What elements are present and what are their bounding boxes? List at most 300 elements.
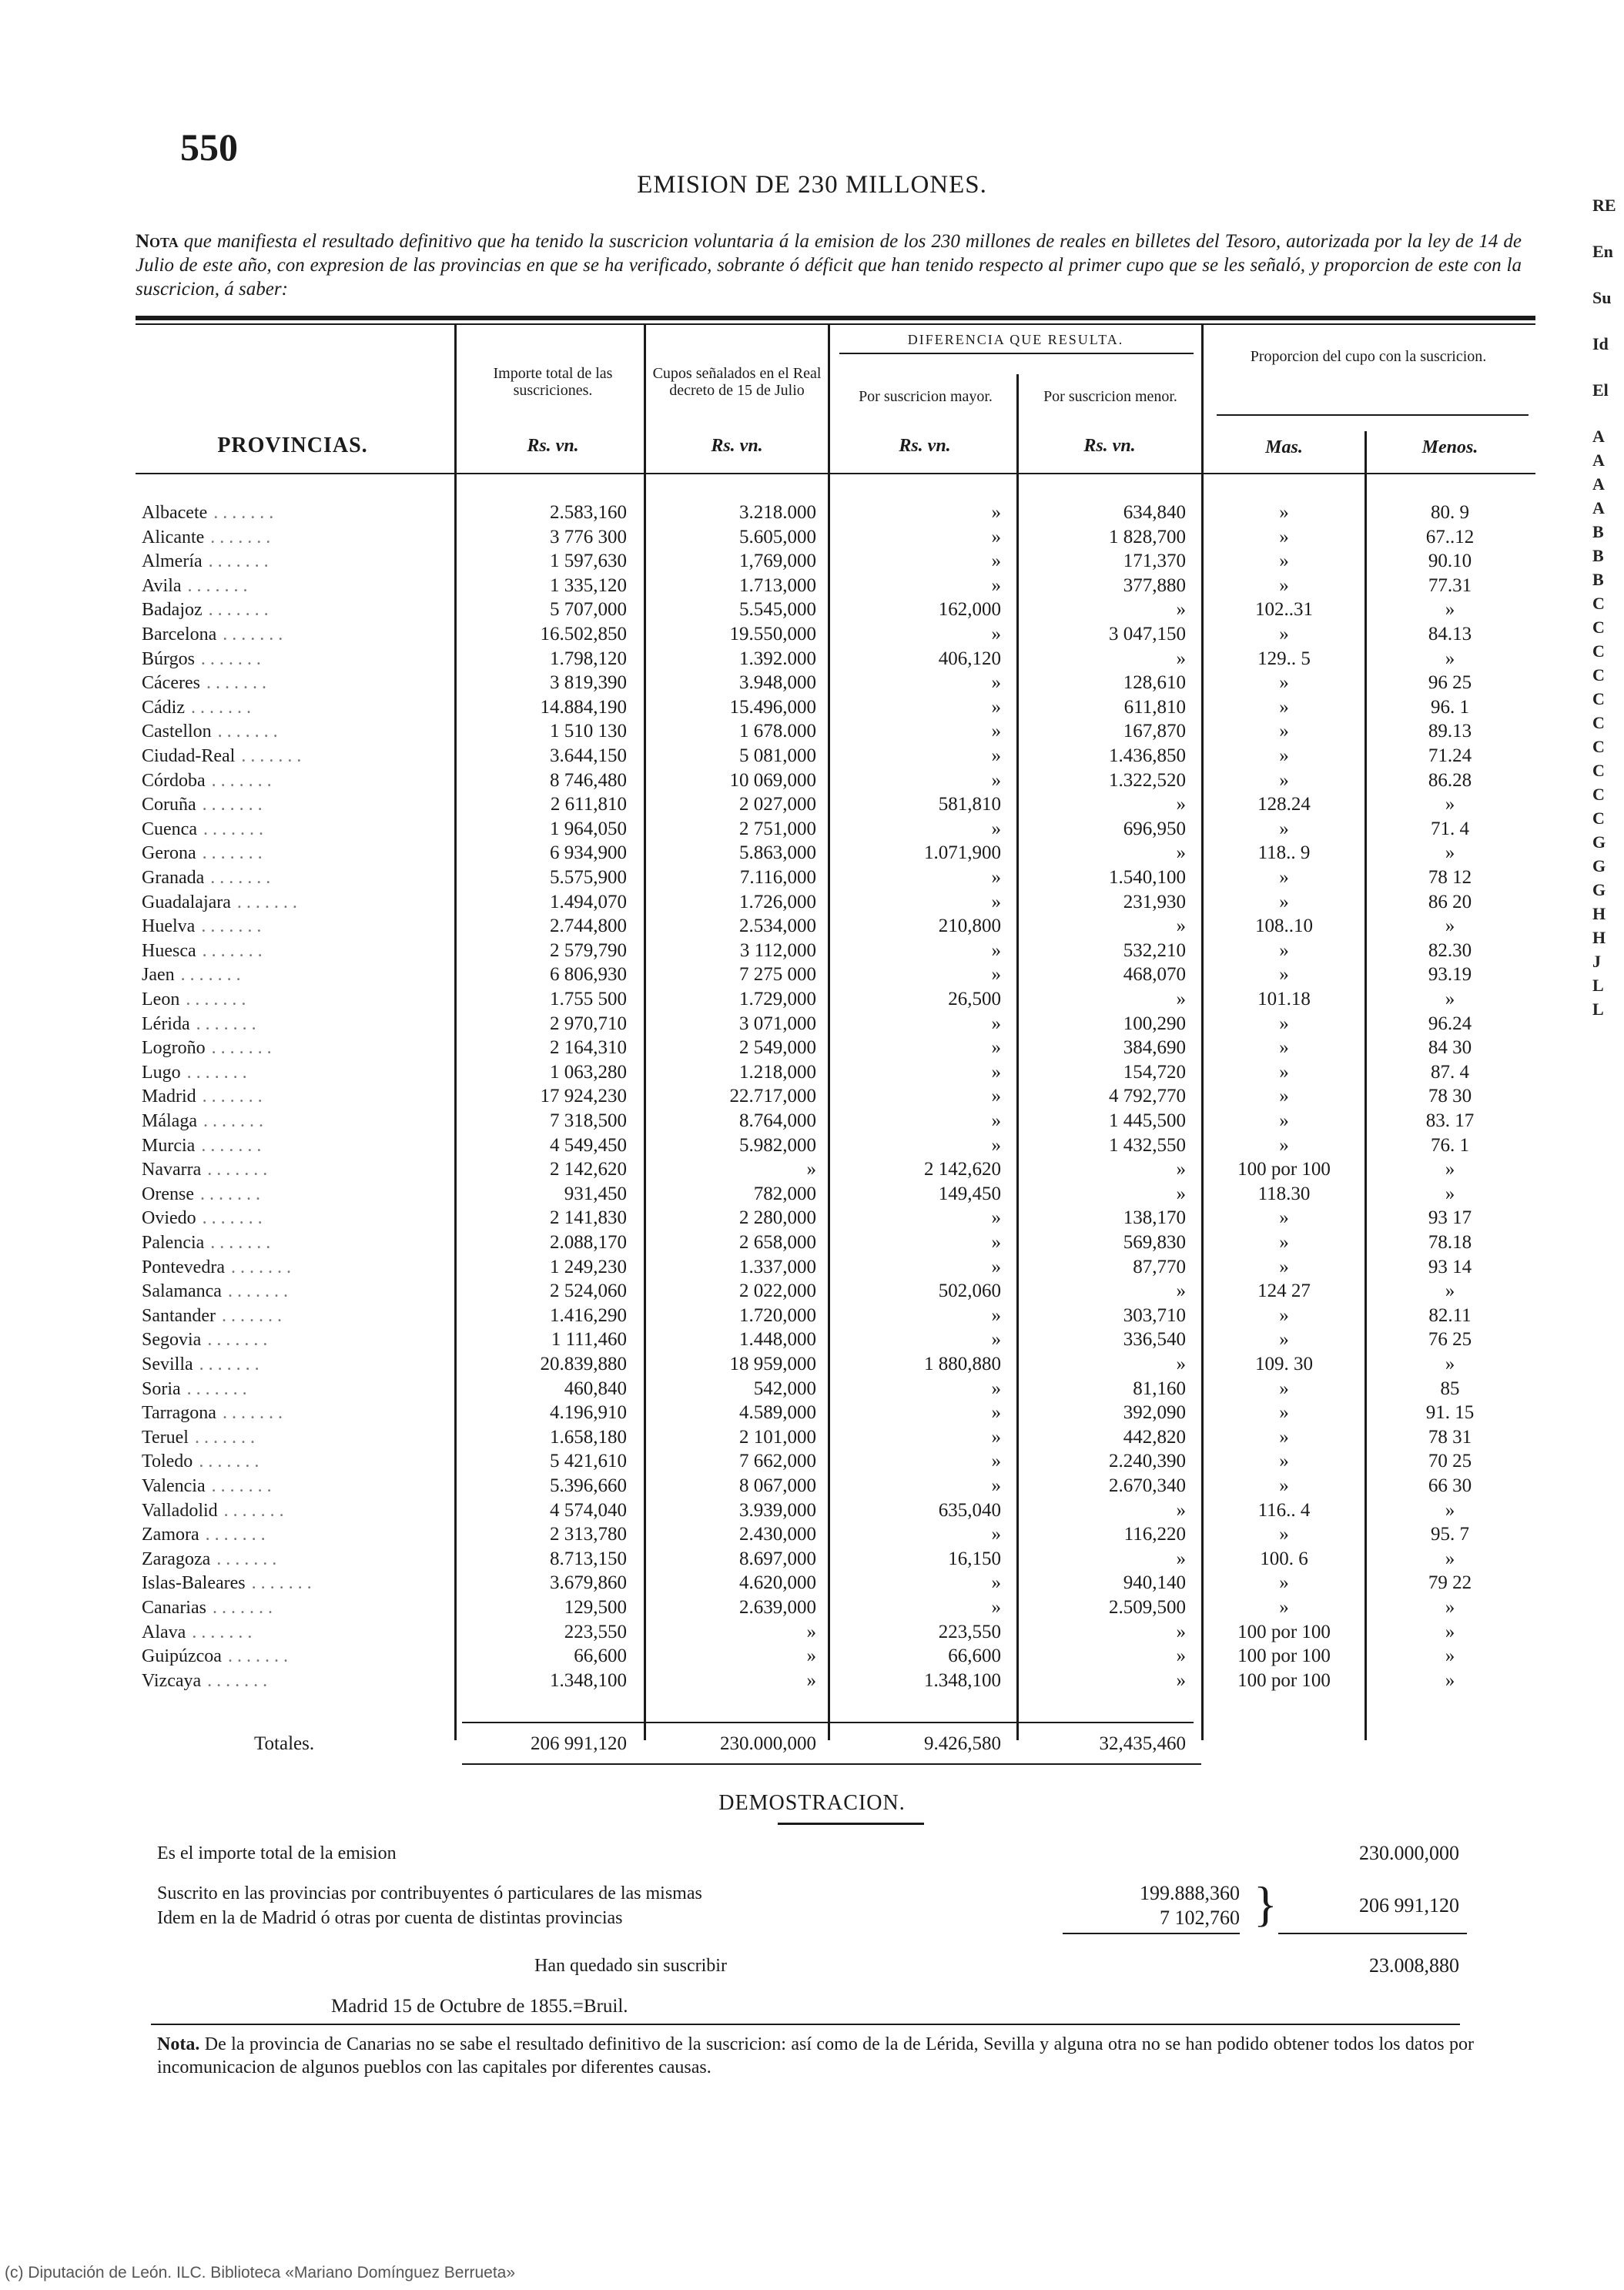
cell-menos: 87. 4 (1431, 1062, 1469, 1083)
cell-menos: 80. 9 (1431, 502, 1469, 523)
cell-menor: 167,870 (1123, 721, 1186, 742)
cell-mayor: » (991, 1378, 1001, 1399)
cell-menos: » (1445, 1159, 1455, 1180)
leader-dots: ....... (203, 1111, 268, 1131)
cell-mas: » (1279, 1329, 1289, 1350)
province-label: Badajoz (142, 600, 203, 620)
cell-menos: » (1445, 599, 1455, 620)
cell-menor: 532,210 (1123, 940, 1186, 961)
header-importe: Importe total de las suscriciones. (493, 365, 613, 399)
cell-mayor: 162,000 (938, 599, 1001, 620)
province-label: Sevilla (142, 1354, 193, 1374)
cell-cupo: 542,000 (753, 1378, 816, 1399)
cell-menor: 392,090 (1123, 1402, 1186, 1423)
cell-mayor: » (991, 770, 1001, 791)
province-name (142, 1596, 450, 1619)
demostracion-subtotal-value: 206 991,120 (1359, 1894, 1459, 1917)
cell-menor: 4 792,770 (1109, 1086, 1186, 1106)
edge-letter: G (1592, 856, 1606, 875)
province-name (142, 1013, 450, 1036)
leader-dots: ....... (202, 795, 267, 815)
cell-menos: 89.13 (1428, 721, 1472, 742)
cell-menos: 93 14 (1428, 1257, 1472, 1277)
province-name (142, 818, 450, 841)
cell-cupo: 4.589,000 (739, 1402, 816, 1423)
cell-menor: 569,830 (1123, 1232, 1186, 1253)
cell-menos: 71.24 (1428, 745, 1472, 766)
cell-cupo: 3.939,000 (739, 1500, 816, 1521)
province-name (142, 939, 450, 963)
province-label: Toledo (142, 1451, 193, 1471)
cell-menos: 70 25 (1428, 1451, 1472, 1471)
page-title: EMISION DE 230 MILLONES. (637, 171, 987, 199)
cell-mayor: » (991, 1257, 1001, 1277)
cell-mayor: » (991, 1402, 1001, 1423)
cell-mas: 124 27 (1257, 1281, 1311, 1301)
province-label: Pontevedra (142, 1257, 225, 1277)
province-label: Salamanca (142, 1281, 222, 1301)
edge-letter: B (1592, 570, 1604, 589)
leader-dots: ....... (223, 1501, 289, 1521)
totals-label: Totales. (254, 1733, 315, 1754)
cell-mas: 101.18 (1257, 989, 1311, 1009)
cell-menor: » (1176, 916, 1186, 936)
cell-mayor: » (991, 819, 1001, 839)
cell-mas: » (1279, 672, 1289, 693)
cell-mas: 100 por 100 (1237, 1646, 1331, 1666)
totals-importe: 206 991,120 (531, 1733, 627, 1754)
cell-cupo: 7 275 000 (739, 964, 816, 985)
cell-importe: 2.088,170 (550, 1232, 627, 1253)
province-label: Almería (142, 551, 203, 571)
leader-dots: ....... (199, 1184, 265, 1204)
cell-mayor: » (991, 1597, 1001, 1618)
cell-mayor: » (991, 1207, 1001, 1228)
totals-rule (839, 1722, 1194, 1723)
cell-menos: 93 17 (1428, 1207, 1472, 1228)
leader-dots: ....... (221, 1306, 286, 1326)
cell-menos: » (1445, 648, 1455, 669)
province-label: Zaragoza (142, 1549, 211, 1569)
cell-mas: » (1279, 1110, 1289, 1131)
intro-note (136, 229, 1522, 301)
cell-menos: 78 31 (1428, 1427, 1472, 1448)
province-label: Islas-Baleares (142, 1573, 246, 1593)
cell-importe: 5.396,660 (550, 1475, 627, 1496)
cell-menor: 611,810 (1123, 697, 1186, 718)
header-provincias: PROVINCIAS. (217, 434, 368, 457)
cell-mas: 129.. 5 (1257, 648, 1311, 669)
cell-mayor: » (991, 1232, 1001, 1253)
cell-menor: » (1176, 599, 1186, 620)
cell-mas: » (1279, 1475, 1289, 1496)
edge-letter: RE (1592, 196, 1616, 215)
cell-importe: 1 964,050 (550, 819, 627, 839)
cell-menos: 76. 1 (1431, 1135, 1469, 1156)
cell-cupo: 3 071,000 (739, 1013, 816, 1034)
cell-mas: 100 por 100 (1237, 1670, 1331, 1691)
edge-letter: C (1592, 689, 1605, 708)
cell-mayor: 1 880,880 (924, 1354, 1001, 1374)
cell-cupo: 5 081,000 (739, 745, 816, 766)
cell-menor: 87,770 (1133, 1257, 1186, 1277)
province-label: Granada (142, 868, 205, 888)
cell-mayor: » (991, 1062, 1001, 1083)
demostracion-brace: } (1254, 1877, 1277, 1931)
edge-letter: G (1592, 832, 1606, 852)
cell-mayor: 66,600 (948, 1646, 1001, 1666)
leader-dots: ....... (187, 576, 253, 596)
province-name (142, 1110, 450, 1133)
cell-cupo: 5.545,000 (739, 599, 816, 620)
province-label: Cuenca (142, 819, 197, 839)
leader-dots: ....... (227, 1646, 293, 1666)
footer-credit: (c) Diputación de León. ILC. Biblioteca «Mariano Domínguez Berrueta» (5, 2264, 516, 2282)
cell-mas: 116.. 4 (1257, 1500, 1311, 1521)
cell-importe: 3 819,390 (550, 672, 627, 693)
cell-menor: » (1176, 1622, 1186, 1642)
cell-mayor: » (991, 527, 1001, 547)
cell-importe: 3 776 300 (550, 527, 627, 547)
edge-letter: C (1592, 737, 1605, 756)
province-label: Córdoba (142, 771, 206, 791)
edge-letter: L (1592, 999, 1604, 1019)
unit-importe: Rs. vn. (527, 436, 579, 456)
province-name (142, 550, 450, 573)
col-divider (454, 323, 457, 1740)
header-menor: Por suscricion menor. (1043, 388, 1177, 405)
cell-mas: » (1279, 867, 1289, 888)
edge-letter: L (1592, 976, 1604, 995)
province-label: Castellon (142, 721, 212, 742)
cell-mas: » (1279, 551, 1289, 571)
province-label: Guipúzcoa (142, 1646, 222, 1666)
cell-cupo: 3 112,000 (739, 940, 816, 961)
cell-menor: » (1176, 1159, 1186, 1180)
province-name (142, 1426, 450, 1449)
cell-mas: » (1279, 1257, 1289, 1277)
cell-cupo: 15.496,000 (729, 697, 816, 718)
edge-letter: B (1592, 546, 1604, 565)
cell-mayor: » (991, 867, 1001, 888)
leader-dots: ....... (207, 1330, 273, 1350)
leader-dots: ....... (236, 892, 302, 912)
province-name (142, 1231, 450, 1254)
province-name (142, 793, 450, 816)
cell-importe: 6 806,930 (550, 964, 627, 985)
cell-cupo: 1.218,000 (739, 1062, 816, 1083)
unit-menor: Rs. vn. (1083, 436, 1136, 456)
col-divider (1016, 374, 1019, 1740)
cell-mayor: 1.071,900 (924, 842, 1001, 863)
cell-menos: 86.28 (1428, 770, 1472, 791)
leader-dots: ....... (205, 1525, 270, 1545)
cell-mas: 100 por 100 (1237, 1622, 1331, 1642)
totals-cupo: 230.000,000 (720, 1733, 816, 1754)
cell-cupo: 1.448,000 (739, 1329, 816, 1350)
cell-cupo: » (806, 1159, 816, 1180)
province-name (142, 1621, 450, 1644)
cell-menos: 78 12 (1428, 867, 1472, 888)
cell-mayor: » (991, 1037, 1001, 1058)
province-label: Huesca (142, 941, 196, 961)
cell-importe: 5 421,610 (550, 1451, 627, 1471)
cell-importe: 1 249,230 (550, 1257, 627, 1277)
cell-menos: 84 30 (1428, 1037, 1472, 1058)
edge-letter: B (1592, 522, 1604, 541)
cell-mas: 100. 6 (1260, 1548, 1308, 1569)
cell-menor: 231,930 (1123, 892, 1186, 912)
cell-menos: 82.11 (1428, 1305, 1472, 1326)
header-mas: Mas. (1265, 437, 1303, 457)
cell-menos: » (1445, 1500, 1455, 1521)
cell-importe: 7 318,500 (550, 1110, 627, 1131)
province-name (142, 1669, 450, 1692)
province-name (142, 1061, 450, 1084)
province-name (142, 915, 450, 938)
next-page-edge (1592, 193, 1623, 1020)
cell-importe: 1 063,280 (550, 1062, 627, 1083)
cell-mas: » (1279, 697, 1289, 718)
province-name (142, 1523, 450, 1546)
cell-importe: 1 111,460 (551, 1329, 627, 1350)
province-name (142, 1450, 450, 1473)
cell-importe: 1.416,290 (550, 1305, 627, 1326)
cell-cupo: 1,769,000 (739, 551, 816, 571)
edge-letter: H (1592, 904, 1606, 923)
leader-dots: ....... (210, 868, 276, 888)
edge-letter: C (1592, 618, 1605, 637)
leader-dots: ....... (192, 1622, 257, 1642)
cell-menor: 138,170 (1123, 1207, 1186, 1228)
cell-importe: 931,450 (564, 1184, 627, 1204)
demostracion-line1-value: 230.000,000 (1359, 1842, 1459, 1864)
cell-mas: 109. 30 (1255, 1354, 1313, 1374)
cell-menor: 468,070 (1123, 964, 1186, 985)
leader-dots: ....... (217, 721, 283, 742)
diferencia-brace (839, 353, 1194, 354)
leader-dots: ....... (210, 527, 276, 547)
cell-mas: » (1279, 1037, 1289, 1058)
cell-cupo: 7.116,000 (739, 867, 816, 888)
province-label: Cáceres (142, 673, 200, 693)
cell-menos: 71. 4 (1431, 819, 1469, 839)
cell-menor: 154,720 (1123, 1062, 1186, 1083)
cell-mayor: » (991, 1013, 1001, 1034)
cell-cupo: 2 751,000 (739, 819, 816, 839)
cell-importe: 6 934,900 (550, 842, 627, 863)
cell-menor: 303,710 (1123, 1305, 1186, 1326)
cell-menor: 128,610 (1123, 672, 1186, 693)
cell-cupo: 4.620,000 (739, 1572, 816, 1593)
province-label: Canarias (142, 1598, 206, 1618)
cell-menos: 90.10 (1428, 551, 1472, 571)
cell-menos: 79 22 (1428, 1572, 1472, 1593)
cell-mas: » (1279, 575, 1289, 596)
province-label: Oviedo (142, 1208, 196, 1228)
leader-dots: ....... (211, 1476, 276, 1496)
final-note-lead: Nota. (157, 2034, 200, 2054)
province-name (142, 866, 450, 889)
province-name (142, 1280, 450, 1303)
cell-mas: » (1279, 1086, 1289, 1106)
signature-line: Madrid 15 de Octubre de 1855.=Bruil. (331, 1996, 628, 2017)
cell-cupo: 1.392.000 (739, 648, 816, 669)
cell-importe: 460,840 (564, 1378, 627, 1399)
province-name (142, 1328, 450, 1351)
cell-mas: 118.30 (1257, 1184, 1311, 1204)
header-proporcion: Proporcion del cupo con la suscricion. (1250, 348, 1487, 365)
province-name (142, 842, 450, 865)
cell-mayor: 149,450 (938, 1184, 1001, 1204)
province-label: Ciudad-Real (142, 746, 236, 766)
cell-importe: 14.884,190 (540, 697, 627, 718)
cell-mayor: 210,800 (938, 916, 1001, 936)
province-label: Logroño (142, 1038, 206, 1058)
edge-letter: Id (1592, 334, 1609, 353)
cell-importe: 4.196,910 (550, 1402, 627, 1423)
province-name (142, 963, 450, 986)
province-label: Leon (142, 989, 180, 1009)
cell-cupo: 1.720,000 (739, 1305, 816, 1326)
totals-mayor: 9.426,580 (924, 1733, 1001, 1754)
cell-menor: 3 047,150 (1109, 624, 1186, 644)
cell-cupo: 1.726,000 (739, 892, 816, 912)
leader-dots: ....... (211, 771, 276, 791)
cell-mayor: » (991, 1086, 1001, 1106)
cell-menor: » (1176, 1354, 1186, 1374)
cell-mas: » (1279, 1378, 1289, 1399)
demostracion-subtotal-rule (1278, 1933, 1467, 1934)
leader-dots: ....... (186, 1063, 252, 1083)
cell-cupo: 5.982,000 (739, 1135, 816, 1156)
cell-menor: » (1176, 1184, 1186, 1204)
cell-mayor: » (991, 1572, 1001, 1593)
cell-cupo: 2 101,000 (739, 1427, 816, 1448)
cell-menor: » (1176, 1548, 1186, 1569)
cell-importe: 2 164,310 (550, 1037, 627, 1058)
cell-mayor: » (991, 697, 1001, 718)
cell-cupo: 2 658,000 (739, 1232, 816, 1253)
cell-importe: 8.713,150 (550, 1548, 627, 1569)
cell-menos: » (1445, 1184, 1455, 1204)
cell-mas: 128.24 (1257, 794, 1311, 815)
cell-menor: 2.240,390 (1109, 1451, 1186, 1471)
province-name (142, 598, 450, 621)
leader-dots: ....... (206, 673, 271, 693)
cell-importe: 2 579,790 (550, 940, 627, 961)
cell-cupo: 3.948,000 (739, 672, 816, 693)
province-name (142, 1475, 450, 1498)
province-label: Barcelona (142, 624, 217, 644)
table-top-rule (136, 316, 1535, 320)
cell-importe: 1 510 130 (550, 721, 627, 742)
cell-menor: 1.322,520 (1109, 770, 1186, 791)
cell-menor: 377,880 (1123, 575, 1186, 596)
province-label: Lugo (142, 1063, 181, 1083)
cell-menos: » (1445, 1646, 1455, 1666)
demostracion-line1-label: Es el importe total de la emision (157, 1843, 397, 1863)
cell-menos: » (1445, 989, 1455, 1009)
cell-menos: » (1445, 1281, 1455, 1301)
cell-menos: » (1445, 1597, 1455, 1618)
cell-cupo: 782,000 (753, 1184, 816, 1204)
table-bottom-rule (462, 1763, 1201, 1765)
leader-dots: ....... (216, 1549, 282, 1569)
cell-mas: » (1279, 940, 1289, 961)
cell-importe: 223,550 (564, 1622, 627, 1642)
col-divider (1364, 431, 1367, 1740)
leader-dots: ....... (201, 916, 266, 936)
cell-mas: » (1279, 1597, 1289, 1618)
cell-cupo: » (806, 1622, 816, 1642)
province-name (142, 769, 450, 792)
table-top-rule-thin (136, 323, 1535, 325)
leader-dots: ....... (186, 1379, 252, 1399)
cell-cupo: 1 678.000 (739, 721, 816, 742)
cell-menos: 77.31 (1428, 575, 1472, 596)
leader-dots: ....... (223, 624, 288, 644)
cell-cupo: 5.863,000 (739, 842, 816, 863)
cell-mayor: » (991, 1329, 1001, 1350)
edge-letter: Su (1592, 288, 1612, 307)
cell-menor: » (1176, 1281, 1186, 1301)
edge-letter: J (1592, 952, 1601, 971)
cell-cupo: 2 022,000 (739, 1281, 816, 1301)
demostracion-line2-label: Suscrito en las provincias por contribuyentes ó particulares de las mismas (157, 1883, 702, 1903)
cell-cupo: 2.430,000 (739, 1524, 816, 1545)
leader-dots: ....... (186, 989, 251, 1009)
province-name (142, 696, 450, 719)
province-label: Segovia (142, 1330, 202, 1350)
cell-menor: 336,540 (1123, 1329, 1186, 1350)
cell-cupo: 8.697,000 (739, 1548, 816, 1569)
leader-dots: ....... (202, 1086, 267, 1106)
edge-letter: A (1592, 427, 1605, 446)
leader-dots: ....... (203, 819, 268, 839)
province-name (142, 574, 450, 598)
demostracion-line4-value: 23.008,880 (1369, 1954, 1459, 1977)
leader-dots: ....... (196, 1014, 261, 1034)
demostracion-line3-label: Idem en la de Madrid ó otras por cuenta de distintas provincias (157, 1908, 623, 1928)
cell-menos: 76 25 (1428, 1329, 1472, 1350)
cell-mayor: » (991, 964, 1001, 985)
edge-letter: C (1592, 785, 1605, 804)
cell-mayor: 26,500 (948, 989, 1001, 1009)
cell-mayor: 502,060 (938, 1281, 1001, 1301)
cell-menor: 1 445,500 (1109, 1110, 1186, 1131)
province-name (142, 1572, 450, 1595)
demostracion-title-rule (778, 1823, 924, 1825)
province-name (142, 1085, 450, 1108)
edge-letter: C (1592, 761, 1605, 780)
cell-cupo: 18 959,000 (729, 1354, 816, 1374)
province-label: Zamora (142, 1525, 199, 1545)
province-name (142, 1256, 450, 1279)
col-divider (828, 323, 830, 1740)
province-name (142, 671, 450, 695)
cell-menos: 82.30 (1428, 940, 1472, 961)
cell-mas: » (1279, 964, 1289, 985)
cell-mayor: » (991, 575, 1001, 596)
leader-dots: ....... (230, 1257, 296, 1277)
cell-importe: 1.658,180 (550, 1427, 627, 1448)
cell-menos: 84.13 (1428, 624, 1472, 644)
edge-letter: C (1592, 665, 1605, 685)
province-label: Palencia (142, 1233, 205, 1253)
cell-menor: 81,160 (1133, 1378, 1186, 1399)
cell-menor: 1.436,850 (1109, 745, 1186, 766)
